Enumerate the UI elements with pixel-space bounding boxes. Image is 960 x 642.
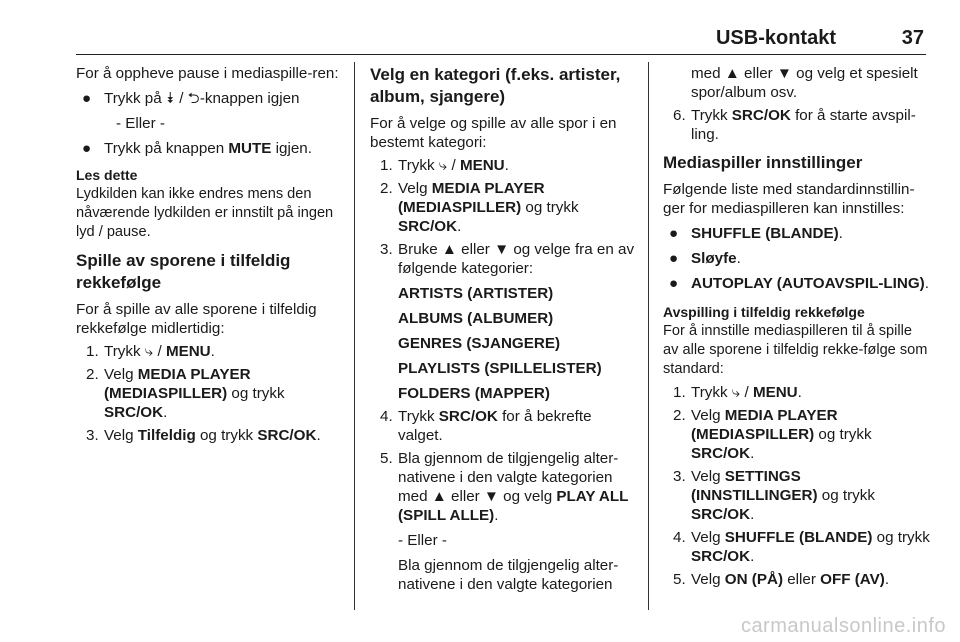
list-item: ● SHUFFLE (BLANDE). xyxy=(669,225,843,242)
page-header xyxy=(76,24,926,55)
list-item: 1. Trykk ⤷ / MENU. xyxy=(86,343,215,360)
section-heading: Mediaspiller innstillinger xyxy=(663,153,863,172)
column-middle xyxy=(370,64,640,594)
paragraph: med ▲ eller ▼ og velg et spesielt spor/album osv. xyxy=(691,65,918,101)
section-heading: Velg en kategori (f.eks. artister, album, sjangere) xyxy=(370,65,621,106)
list-item: ● Sløyfe. xyxy=(669,250,741,267)
note-text: Lydkilden kan ikke endres mens den nåværende lydkilden er innstilt på ingen lyd / pause. xyxy=(76,186,334,240)
list-item: 6. Trykk SRC/OK for å starte avspil-ling. xyxy=(673,107,916,143)
list-item: ● AUTOPLAY (AUTOAVSPIL-LING). xyxy=(669,275,929,292)
section-heading: Spille av sporene i tilfeldig rekkefølge xyxy=(76,251,291,292)
list-item: 5. Velg ON (PÅ) eller OFF (AV). xyxy=(673,571,890,588)
list-item: 4. Trykk SRC/OK for å bekrefte valget. xyxy=(380,408,592,444)
watermark: carmanualsonline.info xyxy=(740,615,946,637)
category-option: GENRES (SJANGERE) xyxy=(398,335,561,352)
list-item: 1. Trykk ⤷ / MENU. xyxy=(380,157,509,174)
category-option: FOLDERS (MAPPER) xyxy=(398,385,550,402)
or-separator: - Eller - xyxy=(398,532,447,549)
column-left xyxy=(76,64,346,445)
paragraph: For å oppheve pause i mediaspille-ren: xyxy=(76,65,339,82)
list-item: 3. Velg Tilfeldig og trykk SRC/OK. xyxy=(86,427,321,444)
paragraph: For å spille av alle sporene i tilfeldig rekkefølge midlertidig: xyxy=(76,301,317,337)
list-item: 2. Velg MEDIA PLAYER (MEDIASPILLER) og trykk SRC/OK. xyxy=(86,366,285,421)
list-item: 5. Bla gjennom de tilgjengelig alter-nativene i den valgte kategorien med ▲ eller ▼ og velg PLAY ALL (SPILL ALLE). xyxy=(380,450,629,524)
list-item: ● Trykk på ⯯ / ⮌-knappen igjen xyxy=(82,90,300,107)
paragraph: For å velge og spille av alle spor i en bestemt kategori: xyxy=(370,115,617,151)
note-heading: Les dette xyxy=(76,167,138,183)
list-item: 2. Velg MEDIA PLAYER (MEDIASPILLER) og trykk SRC/OK. xyxy=(380,180,579,235)
category-option: ARTISTS (ARTISTER) xyxy=(398,285,554,302)
or-separator: - Eller - xyxy=(116,115,165,132)
list-item: 3. Bruke ▲ eller ▼ og velge fra en av følgende kategorier: xyxy=(380,241,635,277)
list-item: 4. Velg SHUFFLE (BLANDE) og trykk SRC/OK. xyxy=(673,529,930,565)
category-option: PLAYLISTS (SPILLELISTER) xyxy=(398,360,602,377)
list-item: 1. Trykk ⤷ / MENU. xyxy=(673,384,802,401)
section-title: USB-kontakt xyxy=(715,27,836,49)
list-item: 3. Velg SETTINGS (INNSTILLINGER) og trykk SRC/OK. xyxy=(673,468,875,523)
page-number: 37 xyxy=(901,27,924,49)
paragraph: Bla gjennom de tilgjengelig alter-nativene i den valgte kategorien xyxy=(398,557,619,593)
list-item: ● Trykk på knappen MUTE igjen. xyxy=(82,140,312,157)
note-text: For å innstille mediaspilleren til å spille av alle sporene i tilfeldig rekke-følge som standard: xyxy=(663,323,928,377)
category-option: ALBUMS (ALBUMER) xyxy=(398,310,554,327)
note-heading: Avspilling i tilfeldig rekkefølge xyxy=(663,304,865,320)
paragraph: Følgende liste med standardinnstillin-ger for mediaspilleren kan innstilles: xyxy=(663,181,915,217)
column-divider xyxy=(354,62,355,610)
column-divider xyxy=(648,62,649,610)
list-item: 2. Velg MEDIA PLAYER (MEDIASPILLER) og trykk SRC/OK. xyxy=(673,407,872,462)
column-right xyxy=(663,64,931,589)
